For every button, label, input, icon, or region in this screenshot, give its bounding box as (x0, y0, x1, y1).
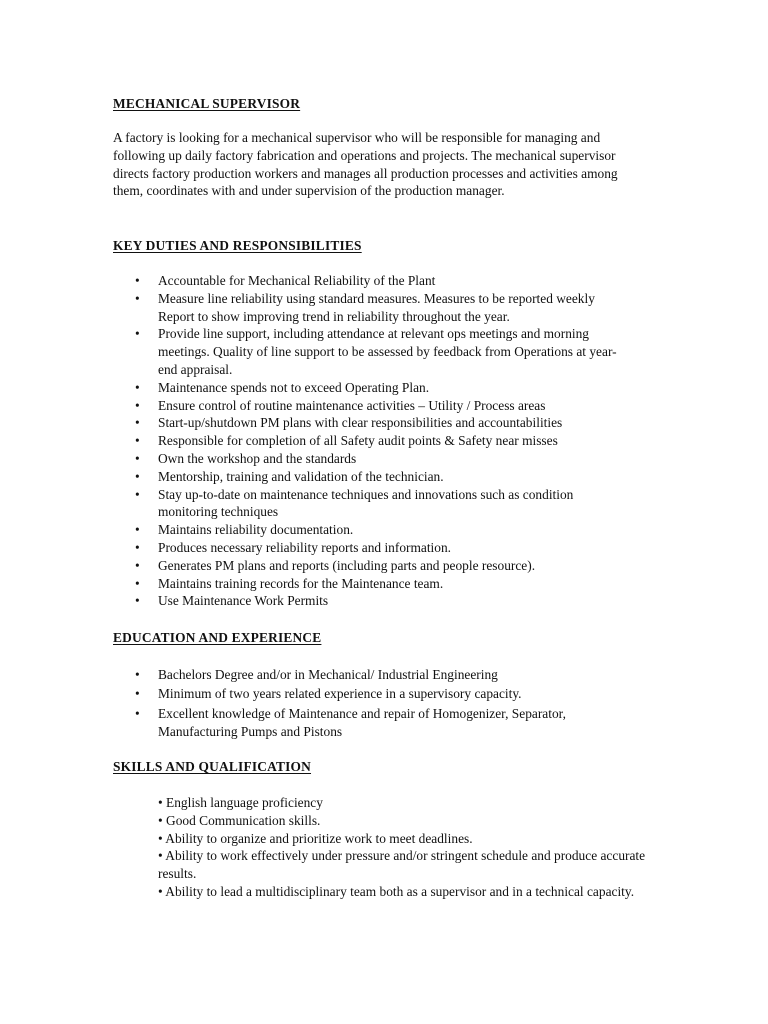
education-list (113, 666, 633, 742)
list-item: • Mentorship, training and validation of the technician. (113, 468, 633, 486)
skills-list (158, 794, 648, 901)
list-item: • Provide line support, including attendance at relevant ops meetings and morning meetings. Quality of line support to be assessed by feedback from Operations at year-end appraisal. (113, 325, 633, 378)
list-item: • Good Communication skills. (158, 812, 321, 828)
list-item: • Ensure control of routine maintenance activities – Utility / Process areas (113, 397, 633, 415)
list-item: • Maintenance spends not to exceed Operating Plan. (113, 379, 633, 397)
skills-heading: SKILLS AND QUALIFICATION (113, 759, 312, 774)
list-item: • Use Maintenance Work Permits (113, 592, 633, 610)
duties-heading: KEY DUTIES AND RESPONSIBILITIES (113, 238, 362, 253)
list-item: • Ability to organize and prioritize work to meet deadlines. (158, 830, 473, 846)
list-item: • Maintains reliability documentation. (113, 521, 633, 539)
duties-list (113, 272, 633, 610)
document-title: MECHANICAL SUPERVISOR (113, 96, 301, 111)
list-item: • Excellent knowledge of Maintenance and repair of Homogenizer, Separator, Manufacturing Pumps and Pistons (113, 705, 633, 741)
list-item: • Produces necessary reliability reports and information. (113, 539, 633, 557)
list-item: • Own the workshop and the standards (113, 450, 633, 468)
list-item: • Minimum of two years related experience in a supervisory capacity. (113, 685, 633, 703)
list-item: • Start-up/shutdown PM plans with clear responsibilities and accountabilities (113, 414, 633, 432)
list-item: • Ability to lead a multidisciplinary team both as a supervisor and in a technical capacity. (158, 883, 635, 899)
education-heading: EDUCATION AND EXPERIENCE (113, 630, 322, 645)
list-item: • Bachelors Degree and/or in Mechanical/ Industrial Engineering (113, 666, 633, 684)
list-item: • Ability to work effectively under pressure and/or stringent schedule and produce accurate results. (158, 848, 646, 882)
list-item: • Accountable for Mechanical Reliability of the Plant (113, 272, 633, 290)
list-item: • Measure line reliability using standard measures. Measures to be reported weekly Report to show improving trend in reliability throughout the year. (113, 290, 633, 326)
list-item: • Responsible for completion of all Safety audit points & Safety near misses (113, 432, 633, 450)
list-item: • Stay up-to-date on maintenance techniques and innovations such as condition monitoring techniques (113, 486, 633, 522)
list-item: • Maintains training records for the Maintenance team. (113, 575, 633, 593)
list-item: • Generates PM plans and reports (including parts and people resource). (113, 557, 633, 575)
list-item: • English language proficiency (158, 795, 323, 810)
intro-paragraph: A factory is looking for a mechanical supervisor who will be responsible for managing and following up daily factory fabrication and operations and projects. The mechanical supervisor directs factory production workers and manages all production processes and activities among them, coordinates with and under supervision of the production manager. (113, 130, 618, 199)
